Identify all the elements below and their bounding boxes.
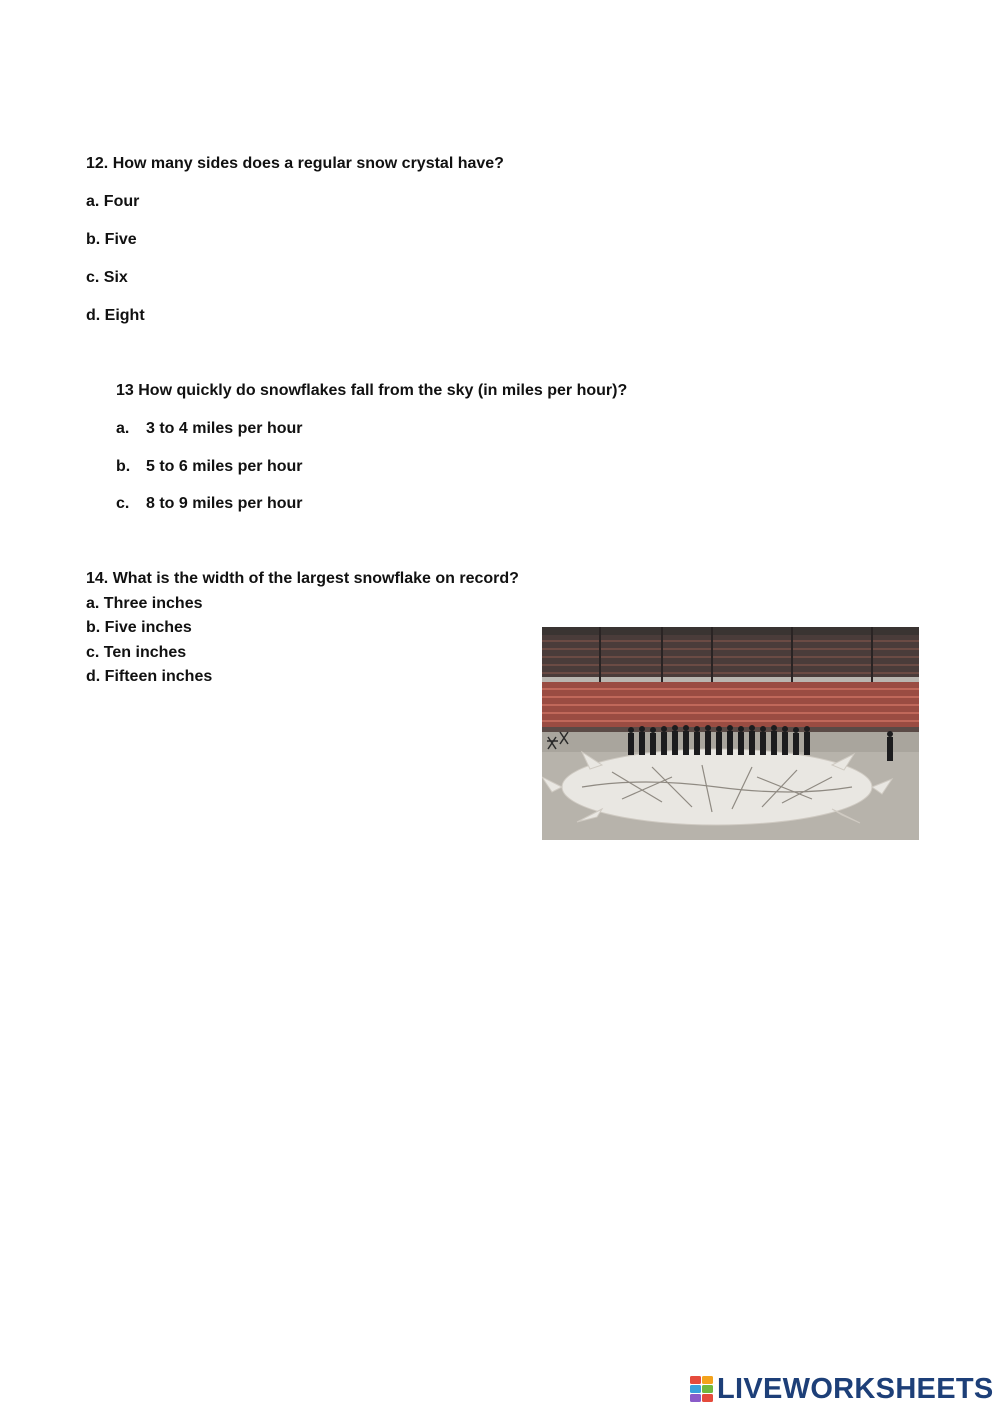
q12-option-d: d. Eight	[86, 307, 145, 324]
q13-option-a-text: 3 to 4 miles per hour	[146, 420, 303, 437]
q13-option-c-text: 8 to 9 miles per hour	[146, 495, 303, 512]
liveworksheets-brand-text: LIVEWORKSHEETS	[717, 1372, 994, 1405]
liveworksheets-logo	[690, 1373, 994, 1405]
snowflake-photo	[542, 627, 919, 840]
q13-option-b-letter: b.	[116, 458, 131, 475]
q13-option-a	[116, 419, 302, 439]
q12-option-b: b. Five	[86, 231, 137, 248]
q12-option-a: a. Four	[86, 193, 140, 210]
question-14: 14. What is the width of the largest snowflake on record?	[86, 570, 519, 587]
q13-option-c-letter: c.	[116, 495, 130, 512]
q14-option-a: a. Three inches	[86, 595, 203, 612]
q14-option-b: b. Five inches	[86, 619, 192, 636]
q14-option-c: c. Ten inches	[86, 644, 187, 661]
q12-option-c: c. Six	[86, 269, 128, 286]
q13-option-b	[116, 457, 302, 477]
q13-option-b-text: 5 to 6 miles per hour	[146, 458, 303, 475]
question-12: 12. How many sides does a regular snow crystal have?	[86, 155, 504, 172]
q13-option-a-letter: a.	[116, 420, 130, 437]
liveworksheets-logo-icon	[690, 1376, 714, 1402]
q14-option-d: d. Fifteen inches	[86, 668, 213, 685]
question-13: 13 How quickly do snowflakes fall from the sky (in miles per hour)?	[116, 382, 628, 399]
q13-option-c	[116, 494, 302, 514]
